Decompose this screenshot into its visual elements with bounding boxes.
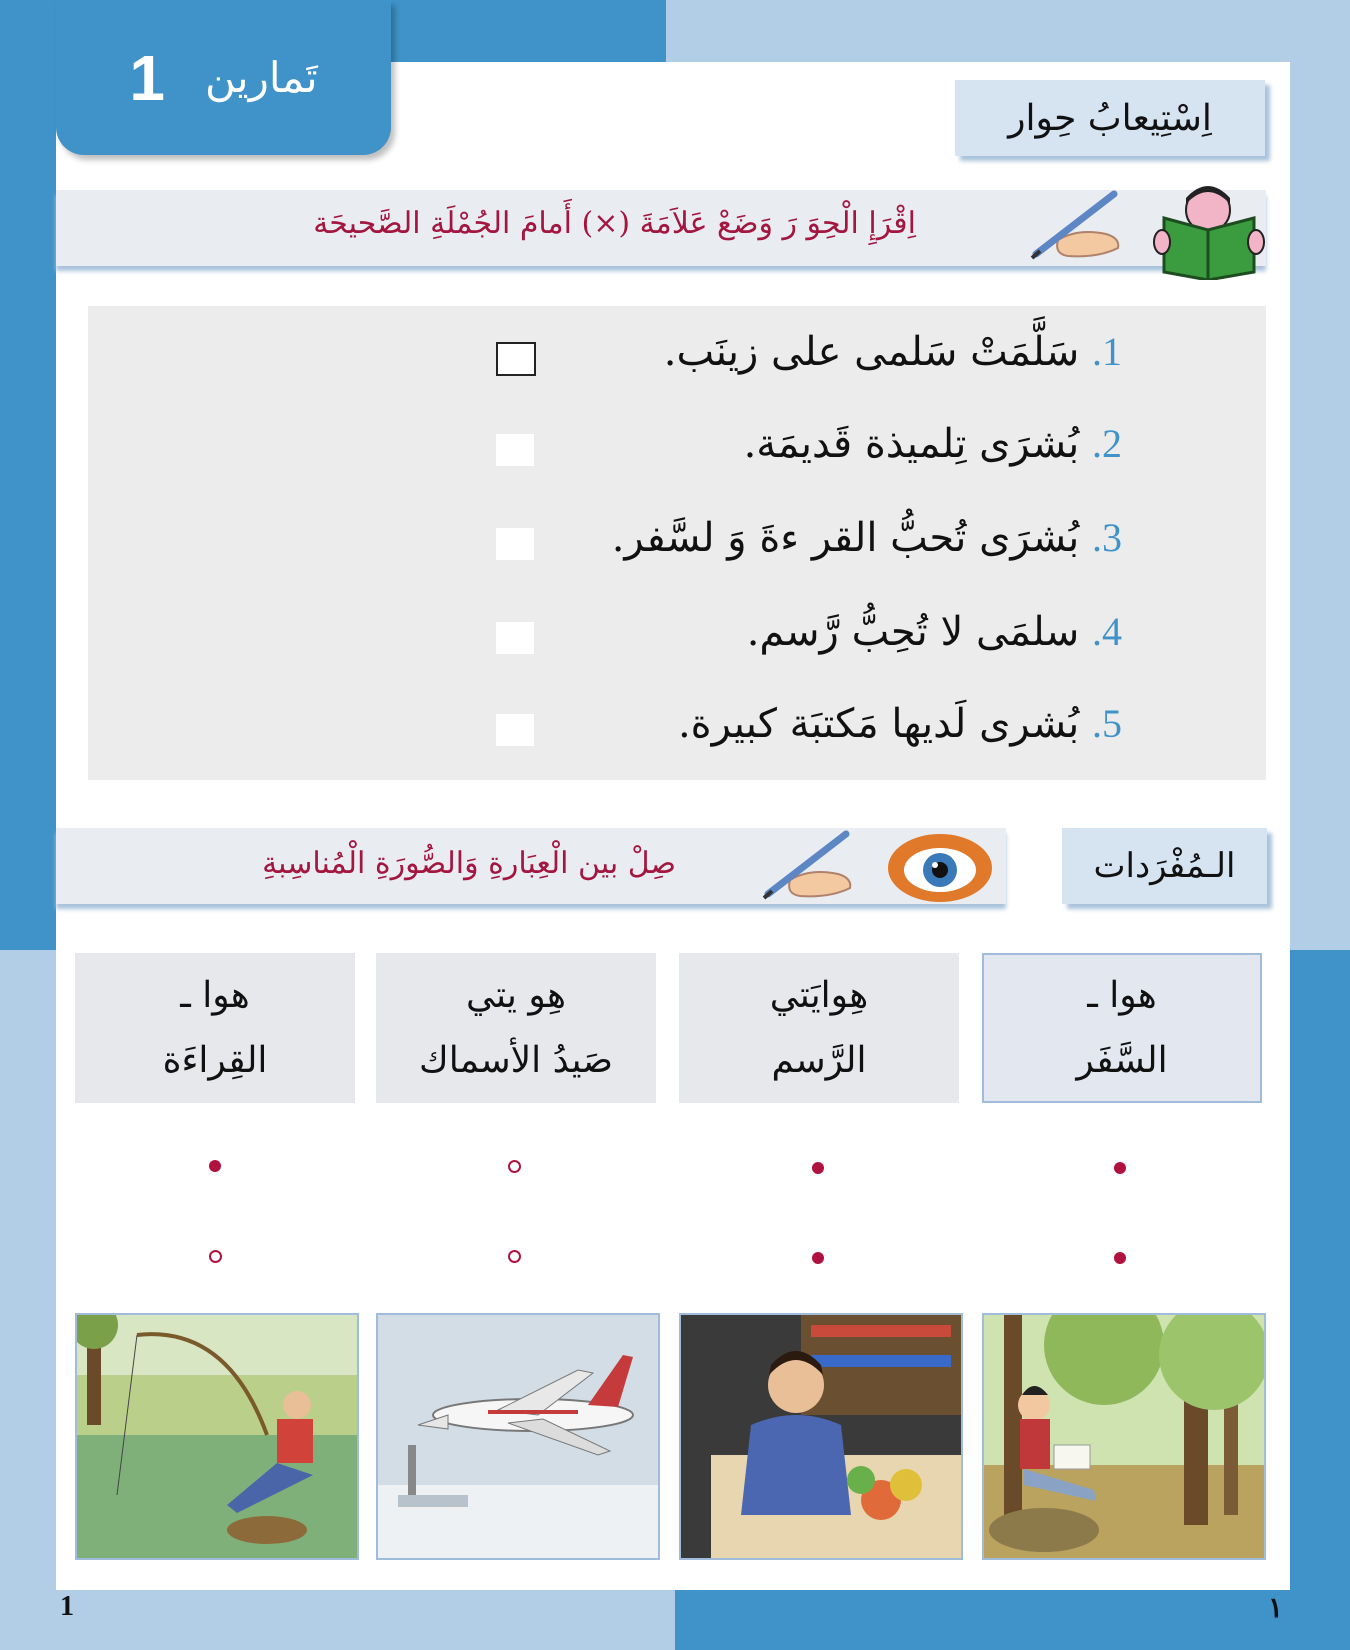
vocab-card-line1: هِو يتي [466,975,566,1016]
vocab-card-line2: السَّفَر [1076,1040,1168,1081]
reading-in-forest-picture[interactable] [982,1313,1266,1560]
answer-checkbox-4[interactable] [496,622,534,654]
fishing-picture[interactable] [75,1313,359,1560]
sentence-number: 4. [1092,609,1122,654]
airplane-picture[interactable] [376,1313,660,1560]
sentence-text: سَلَّمَتْ سَلمى على زينَب. [663,329,1080,375]
child-reading-book-icon [1150,180,1270,284]
pencil-hand-icon [1028,188,1138,267]
answer-checkbox-2[interactable] [496,434,534,466]
sentence-text: سلمَى لا تُحِبُّ رَّسم. [746,609,1080,655]
background-band-top-right [666,0,1350,62]
tab-title: تَمارين [204,53,318,102]
answer-checkbox-1[interactable] [496,342,536,376]
background-band-right-bottom [1290,950,1350,1650]
vocab-card-drawing[interactable] [679,953,959,1103]
vocab-card-line1: هِوايَتي [769,975,869,1016]
background-band-bottom-left [0,1590,675,1650]
pencil-hand-icon [760,828,870,907]
vocab-card-travel[interactable] [982,953,1262,1103]
page-number-right: ١ [1268,1593,1284,1624]
match-dot-word[interactable] [812,1162,824,1174]
sentence-row [747,608,1122,655]
sentence-number: 3. [1092,515,1122,560]
vocab-card-fishing[interactable] [376,953,656,1103]
sentences-panel [88,306,1266,780]
vocab-card-line2: القِراءَة [162,1040,268,1081]
section-title-vocabulary: الـمُفْرَدات [1062,828,1267,904]
match-dot-word[interactable] [209,1160,221,1172]
tab-number: 1 [129,41,165,114]
vocab-card-line1: هوا ـ [1087,975,1157,1016]
match-dot-picture[interactable] [209,1250,222,1263]
answer-checkbox-3[interactable] [496,528,534,560]
sentence-text: بُشرى لَديها مَكتبَة كبيرة. [677,701,1080,747]
instruction-text-1: اِقْرَإِ الْحِوَ رَ وَضَعْ عَلاَمَةَ (×) أَمامَ الجُمْلَةِ الصَّحيحَة [313,206,916,241]
match-dot-picture[interactable] [812,1252,824,1264]
sentence-row [678,700,1122,747]
exercises-tab [56,0,391,155]
match-dot-picture[interactable] [1114,1252,1126,1264]
sentence-text: بُشرَى تِلميذة قَديمَة. [743,421,1080,467]
page-number-left: 1 [60,1591,74,1622]
instruction-text-2: صِلْ بين الْعِبَارةِ وَالصُّورَةِ الْمُناسِبةِ [262,846,676,881]
background-band-left-top [0,0,56,950]
vocab-card-line2: صَيدُ الأسماك [419,1040,613,1081]
match-dot-picture[interactable] [508,1250,521,1263]
sentence-row [612,514,1122,561]
eye-icon [885,832,995,908]
sentence-row [664,328,1122,375]
vocab-card-reading[interactable] [75,953,355,1103]
match-dot-word[interactable] [508,1160,521,1173]
match-dot-word[interactable] [1114,1162,1126,1174]
background-band-left-bottom [0,950,56,1650]
sentence-number: 5. [1092,701,1122,746]
answer-checkbox-5[interactable] [496,714,534,746]
section-title-dialogue-comprehension: اِسْتِيعابُ حِوار [955,80,1265,156]
background-band-bottom-right [675,1590,1350,1650]
sentence-text: بُشرَى تُحبُّ القر ءةَ وَ لسَّفر. [611,515,1080,561]
sentence-number: 2. [1092,421,1122,466]
painting-at-desk-picture[interactable] [679,1313,963,1560]
vocab-card-line1: هوا ـ [180,975,250,1016]
vocab-card-line2: الرَّسم [771,1040,867,1081]
sentence-number: 1. [1092,329,1122,374]
background-band-right-top [1290,0,1350,950]
sentence-row [744,420,1122,467]
